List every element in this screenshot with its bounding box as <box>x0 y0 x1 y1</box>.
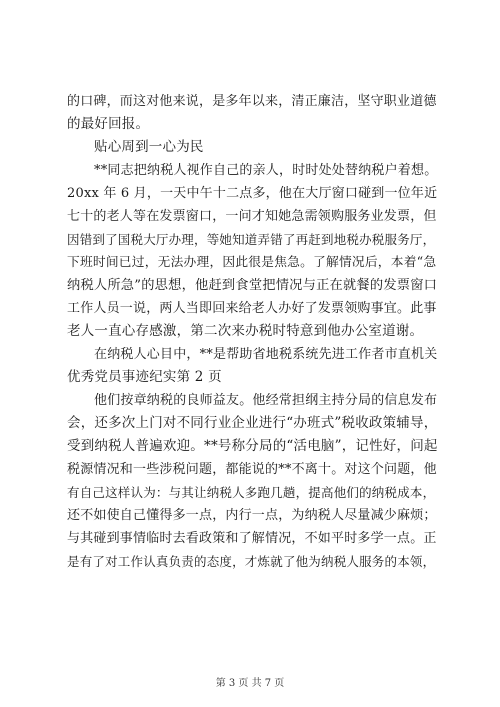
text-line: 税源情况和一些涉税问题，都能说的**不离十。对这个问题，他 <box>67 462 437 477</box>
text-line: 因错到了国税大厅办理，等她知道弄错了再赶到地税办税服务厅， <box>67 232 436 247</box>
text-line: 有自己这样认为：与其让纳税人多跑几趟，提高他们的纳税成本， <box>67 485 436 500</box>
text-line: 会，还多次上门对不同行业企业进行“办班式”税收政策辅导， <box>67 415 438 431</box>
section-heading: 贴心周到一心为民 <box>94 139 204 155</box>
text-line: **同志把纳税人视作自己的亲人，时时处处替纳税户着想。 <box>94 163 438 178</box>
text-line: 老人一直心存感激，第二次来办税时特意到他办公室道谢。 <box>67 323 424 339</box>
text-line: 优秀党员事迹纪实第 2 页 <box>67 369 222 385</box>
text-line: 下班时间已过，无法办理，因此很是焦急。了解情况后，本着“急 <box>67 255 437 270</box>
text-line: 七十的老人等在发票窗口，一问才知她急需领购服务业发票，但 <box>67 209 437 224</box>
text-line: 工作人员一说，两人当即回来给老人办好了发票领购事宜。此事 <box>67 301 437 316</box>
text-line: 是有了对工作认真负责的态度，才炼就了他为纳税人服务的本领， <box>67 554 436 569</box>
text-line: 纳税人所急”的思想，他赶到食堂把情况与正在就餐的发票窗口 <box>67 278 438 293</box>
text-line: 的口碑，而这对他来说，是多年以来，清正廉洁，坚守职业道德 <box>67 94 437 109</box>
text-line: 20xx 年 6 月，一天中午十二点多，他在大厅窗口碰到一位年近 <box>67 186 438 201</box>
text-line: 的最好回报。 <box>67 116 150 132</box>
text-line: 他们按章纳税的良师益友。他经常担纲主持分局的信息发布 <box>94 393 438 408</box>
text-line: 在纳税人心目中，**是帮助省地税系统先进工作者市直机关 <box>94 347 438 362</box>
page-footer: 第 3 页 共 7 页 <box>215 678 285 689</box>
text-line: 受到纳税人普遍欢迎。**号称分局的“活电脑”，记性好，问起 <box>67 438 438 454</box>
body-text <box>67 90 437 573</box>
text-line: 还不如使自己懂得多一点，内行一点，为纳税人尽量减少麻烦； <box>67 508 437 523</box>
text-line: 与其碰到事情临时去看政策和了解情况，不如平时多学一点。正 <box>67 531 437 546</box>
